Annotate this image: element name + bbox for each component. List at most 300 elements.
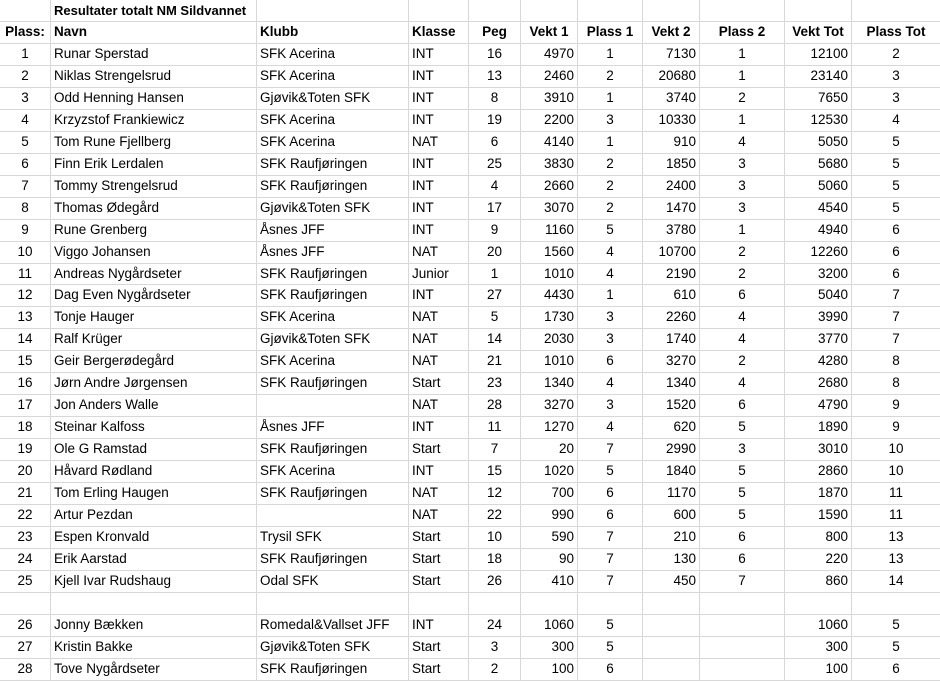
cell-plass[interactable]: 4 <box>21 111 29 127</box>
cell-peg[interactable]: 7 <box>490 441 499 457</box>
cell-peg[interactable]: 27 <box>486 287 503 303</box>
cell-plass2[interactable]: 1 <box>738 67 746 83</box>
cell-klubb[interactable]: SFK Acerina <box>260 463 336 479</box>
cell-vekt-tot[interactable] <box>785 592 851 614</box>
cell-vekt2[interactable]: 450 <box>673 572 696 588</box>
cell-klubb[interactable]: Åsnes JFF <box>260 221 325 237</box>
cell-klasse[interactable]: INT <box>412 221 434 237</box>
cell-vekt2[interactable]: 2260 <box>665 309 696 325</box>
cell-vekt2[interactable]: 2400 <box>665 177 696 193</box>
cell-klasse[interactable]: INT <box>412 463 434 479</box>
cell-plass2[interactable]: 6 <box>738 550 746 566</box>
cell-vekt2[interactable] <box>643 636 699 658</box>
cell-plass1[interactable]: 4 <box>606 375 614 391</box>
header-vekt1[interactable]: Vekt 1 <box>529 24 569 39</box>
cell-plass1[interactable]: 2 <box>606 155 614 171</box>
cell-peg[interactable]: 4 <box>490 177 499 193</box>
cell-vekt2[interactable] <box>643 614 699 636</box>
cell-vekt-tot[interactable]: 4940 <box>817 221 848 237</box>
cell-plass-tot[interactable]: 6 <box>892 265 900 281</box>
cell-klasse[interactable]: NAT <box>412 485 438 500</box>
cell-plass1[interactable]: 3 <box>606 111 614 127</box>
cell-plass[interactable]: 21 <box>17 485 33 500</box>
cell-navn[interactable]: Runar Sperstad <box>54 46 149 61</box>
cell-plass[interactable]: 13 <box>17 309 33 325</box>
cell-vekt-tot[interactable]: 2860 <box>817 463 848 479</box>
cell-klasse[interactable]: NAT <box>412 309 438 325</box>
cell-plass1[interactable]: 7 <box>606 550 614 566</box>
cell-peg[interactable]: 11 <box>487 419 502 435</box>
cell-plass2[interactable]: 2 <box>738 89 746 105</box>
cell-plass2[interactable]: 7 <box>738 572 746 588</box>
cell-plass1[interactable]: 4 <box>606 265 614 281</box>
cell-klubb[interactable] <box>257 592 408 614</box>
cell-peg[interactable]: 13 <box>486 67 503 83</box>
cell-plass[interactable]: 26 <box>17 616 33 632</box>
cell-vekt1[interactable]: 90 <box>558 550 574 566</box>
cell-plass[interactable]: 10 <box>17 243 33 259</box>
cell-plass1[interactable]: 6 <box>606 506 614 522</box>
cell-vekt2[interactable]: 1170 <box>666 485 696 500</box>
cell-klasse[interactable]: INT <box>412 177 434 193</box>
cell-vekt-tot[interactable]: 5050 <box>817 133 848 149</box>
cell-plass-tot[interactable]: 11 <box>888 485 903 500</box>
cell-vekt-tot[interactable]: 300 <box>825 638 848 654</box>
cell-peg[interactable]: 15 <box>486 463 503 479</box>
cell-plass2[interactable]: 2 <box>738 265 746 281</box>
cell-navn[interactable]: Viggo Johansen <box>54 243 151 259</box>
cell-navn[interactable]: Espen Kronvald <box>54 528 150 544</box>
cell-plass-tot[interactable]: 13 <box>888 550 904 566</box>
cell-plass-tot[interactable]: 3 <box>892 89 900 105</box>
cell-peg[interactable]: 18 <box>486 550 503 566</box>
cell-plass1[interactable]: 3 <box>606 309 614 325</box>
cell-vekt-tot[interactable]: 3770 <box>817 331 848 347</box>
cell-klasse[interactable]: NAT <box>412 397 438 413</box>
cell-klubb[interactable]: SFK Acerina <box>260 111 336 127</box>
cell-plass2[interactable]: 6 <box>738 528 746 544</box>
cell-vekt-tot[interactable]: 1890 <box>817 419 848 435</box>
cell-vekt-tot[interactable]: 2680 <box>817 375 848 391</box>
cell-peg[interactable]: 23 <box>486 375 503 391</box>
cell-vekt1[interactable]: 2030 <box>543 331 574 347</box>
cell-vekt-tot[interactable]: 3990 <box>817 309 848 325</box>
cell-plass-tot[interactable]: 4 <box>892 111 900 127</box>
cell-plass-tot[interactable]: 10 <box>888 441 904 457</box>
cell-klubb[interactable]: SFK Raufjøringen <box>260 155 368 171</box>
cell-vekt1[interactable]: 4140 <box>543 133 574 149</box>
cell-plass1[interactable]: 2 <box>606 67 614 83</box>
cell-plass1[interactable]: 4 <box>606 243 614 259</box>
cell-navn[interactable]: Tommy Strengelsrud <box>54 177 178 193</box>
cell-vekt-tot[interactable]: 4540 <box>817 199 848 215</box>
cell-klubb[interactable] <box>257 394 408 416</box>
cell-plass-tot[interactable] <box>852 592 940 614</box>
cell-klasse[interactable]: Start <box>412 550 441 566</box>
cell-plass2[interactable]: 4 <box>738 331 746 347</box>
cell-vekt2[interactable]: 10700 <box>658 243 696 259</box>
cell-vekt2[interactable]: 1340 <box>665 375 696 391</box>
cell-peg[interactable]: 14 <box>486 331 503 347</box>
cell-navn[interactable]: Jonny Bækken <box>54 616 144 632</box>
cell-plass[interactable]: 23 <box>17 528 33 544</box>
cell-navn[interactable]: Jon Anders Walle <box>54 397 159 413</box>
cell-navn[interactable] <box>51 592 256 614</box>
cell-plass-tot[interactable]: 7 <box>892 331 900 347</box>
cell-klasse[interactable]: INT <box>412 287 434 303</box>
cell-navn[interactable]: Tonje Hauger <box>54 309 135 325</box>
cell-plass2[interactable] <box>700 636 784 658</box>
cell-plass2[interactable]: 4 <box>738 133 746 149</box>
cell-vekt2[interactable] <box>643 592 699 614</box>
cell-klasse[interactable]: INT <box>412 616 434 632</box>
cell-vekt1[interactable]: 1160 <box>544 221 574 237</box>
cell-plass1[interactable] <box>578 592 642 614</box>
cell-klasse[interactable]: Junior <box>412 265 449 281</box>
cell-peg[interactable]: 3 <box>490 638 499 654</box>
cell-plass1[interactable]: 7 <box>606 528 614 544</box>
cell-plass-tot[interactable]: 7 <box>892 287 900 303</box>
cell-plass1[interactable]: 5 <box>606 221 614 237</box>
cell-plass1[interactable]: 1 <box>606 46 614 61</box>
cell-plass-tot[interactable]: 5 <box>892 199 900 215</box>
cell-navn[interactable]: Rune Grenberg <box>54 221 148 237</box>
cell-plass2[interactable]: 5 <box>738 419 746 435</box>
cell-plass-tot[interactable]: 2 <box>892 46 900 61</box>
cell-vekt1[interactable]: 4970 <box>543 46 574 61</box>
cell-klasse[interactable]: Start <box>412 528 441 544</box>
cell-plass[interactable]: 5 <box>21 133 29 149</box>
header-plass[interactable]: Plass: <box>5 24 45 39</box>
cell-klasse[interactable]: NAT <box>412 133 438 149</box>
cell-klasse[interactable]: NAT <box>412 331 438 347</box>
cell-vekt1[interactable]: 3270 <box>543 397 574 413</box>
cell-plass1[interactable]: 7 <box>606 572 614 588</box>
cell-plass-tot[interactable]: 11 <box>888 506 903 522</box>
cell-plass-tot[interactable]: 9 <box>892 397 900 413</box>
cell-plass-tot[interactable]: 8 <box>892 353 900 369</box>
cell-plass-tot[interactable]: 5 <box>892 616 900 632</box>
cell-navn[interactable]: Jørn Andre Jørgensen <box>54 375 188 391</box>
cell-plass2[interactable]: 3 <box>738 199 746 215</box>
cell-vekt2[interactable]: 2190 <box>665 265 696 281</box>
cell-navn[interactable]: Tove Nygårdseter <box>54 660 160 676</box>
cell-klubb[interactable]: Romedal&Vallset JFF <box>260 616 390 632</box>
cell-plass2[interactable]: 5 <box>738 506 746 522</box>
cell-vekt1[interactable]: 410 <box>551 572 574 588</box>
cell-plass[interactable]: 16 <box>17 375 33 391</box>
cell-klubb[interactable]: SFK Acerina <box>260 353 336 369</box>
cell-klubb[interactable]: SFK Raufjøringen <box>260 265 368 281</box>
header-plass1[interactable]: Plass 1 <box>586 24 634 39</box>
cell-vekt2[interactable]: 1740 <box>665 331 696 347</box>
cell-vekt1[interactable]: 2200 <box>543 111 574 127</box>
cell-peg[interactable]: 26 <box>486 572 503 588</box>
cell-navn[interactable]: Kristin Bakke <box>54 638 133 654</box>
cell-vekt2[interactable]: 2990 <box>665 441 696 457</box>
cell-klasse[interactable]: Start <box>412 375 441 391</box>
cell-vekt1[interactable]: 20 <box>558 441 574 457</box>
cell-klasse[interactable]: INT <box>412 46 434 61</box>
cell-vekt-tot[interactable]: 1870 <box>817 485 848 500</box>
cell-vekt-tot[interactable]: 3010 <box>817 441 848 457</box>
cell-plass-tot[interactable]: 7 <box>892 309 900 325</box>
cell-peg[interactable]: 5 <box>490 309 499 325</box>
cell-navn[interactable]: Geir Bergerødegård <box>54 353 175 369</box>
cell-vekt1[interactable]: 1730 <box>543 309 574 325</box>
cell-vekt-tot[interactable]: 3200 <box>817 265 848 281</box>
cell-vekt2[interactable]: 7130 <box>665 46 696 61</box>
cell-klubb[interactable]: Trysil SFK <box>260 528 322 544</box>
cell-plass[interactable]: 14 <box>17 331 33 347</box>
cell-plass1[interactable]: 2 <box>606 199 614 215</box>
cell-plass2[interactable]: 4 <box>738 375 746 391</box>
cell-plass-tot[interactable]: 9 <box>892 419 900 435</box>
cell-plass-tot[interactable]: 8 <box>892 375 900 391</box>
cell-navn[interactable]: Thomas Ødegård <box>54 199 160 215</box>
cell-klasse[interactable]: Start <box>412 572 441 588</box>
cell-vekt2[interactable]: 10330 <box>658 111 696 127</box>
cell-navn[interactable]: Dag Even Nygårdseter <box>54 287 191 303</box>
cell-vekt-tot[interactable]: 5060 <box>817 177 848 193</box>
cell-plass[interactable]: 27 <box>17 638 33 654</box>
cell-vekt-tot[interactable]: 4280 <box>817 353 848 369</box>
cell-peg[interactable]: 24 <box>486 616 503 632</box>
cell-klasse[interactable]: INT <box>412 111 434 127</box>
cell-klasse[interactable]: NAT <box>412 353 438 369</box>
cell-plass1[interactable]: 3 <box>606 397 614 413</box>
cell-plass2[interactable]: 3 <box>738 155 746 171</box>
cell-peg[interactable]: 17 <box>486 199 503 215</box>
cell-vekt1[interactable]: 4430 <box>543 287 574 303</box>
cell-plass2[interactable]: 3 <box>738 441 746 457</box>
cell-plass[interactable]: 1 <box>21 46 29 61</box>
cell-plass[interactable]: 15 <box>17 353 33 369</box>
cell-plass2[interactable]: 2 <box>738 353 746 369</box>
cell-peg[interactable]: 28 <box>486 397 503 413</box>
cell-vekt2[interactable]: 1520 <box>665 397 696 413</box>
cell-plass[interactable]: 18 <box>17 419 33 435</box>
cell-vekt-tot[interactable]: 800 <box>825 528 848 544</box>
cell-navn[interactable]: Artur Pezdan <box>54 506 133 522</box>
cell-plass2[interactable]: 4 <box>738 309 746 325</box>
cell-vekt-tot[interactable]: 100 <box>825 660 848 676</box>
cell-klubb[interactable]: Åsnes JFF <box>260 243 325 259</box>
cell-peg[interactable]: 21 <box>486 353 503 369</box>
cell-plass1[interactable]: 7 <box>606 441 614 457</box>
cell-vekt-tot[interactable]: 12260 <box>810 243 848 259</box>
cell-navn[interactable]: Ole G Ramstad <box>54 441 148 457</box>
cell-plass[interactable]: 9 <box>21 221 29 237</box>
cell-vekt2[interactable]: 610 <box>673 287 696 303</box>
cell-vekt1[interactable]: 2660 <box>543 177 574 193</box>
cell-plass2[interactable] <box>700 592 784 614</box>
cell-klubb[interactable]: Gjøvik&Toten SFK <box>260 638 371 654</box>
cell-vekt-tot[interactable]: 5680 <box>817 155 848 171</box>
cell-plass[interactable]: 12 <box>17 287 33 303</box>
cell-peg[interactable]: 25 <box>486 155 503 171</box>
cell-plass2[interactable] <box>700 614 784 636</box>
header-klasse[interactable]: Klasse <box>412 24 456 39</box>
cell-plass1[interactable]: 4 <box>606 419 614 435</box>
cell-plass2[interactable]: 6 <box>738 397 746 413</box>
cell-plass1[interactable]: 6 <box>606 353 614 369</box>
cell-peg[interactable]: 2 <box>490 660 499 676</box>
cell-peg[interactable]: 12 <box>486 485 503 500</box>
cell-vekt-tot[interactable]: 23140 <box>810 67 848 83</box>
cell-klubb[interactable]: SFK Raufjøringen <box>260 287 368 303</box>
cell-vekt1[interactable]: 3070 <box>543 199 574 215</box>
cell-vekt-tot[interactable]: 1060 <box>817 616 848 632</box>
cell-navn[interactable]: Kjell Ivar Rudshaug <box>54 572 172 588</box>
cell-plass2[interactable]: 3 <box>738 177 746 193</box>
header-vekt2[interactable]: Vekt 2 <box>651 24 691 39</box>
cell-klubb[interactable]: SFK Raufjøringen <box>260 550 368 566</box>
cell-plass[interactable]: 2 <box>21 67 29 83</box>
header-plass2[interactable]: Plass 2 <box>718 24 766 39</box>
cell-plass[interactable]: 11 <box>17 265 32 281</box>
cell-vekt2[interactable]: 20680 <box>658 67 696 83</box>
cell-vekt1[interactable]: 2460 <box>543 67 574 83</box>
cell-peg[interactable]: 19 <box>486 111 503 127</box>
cell-klubb[interactable]: SFK Raufjøringen <box>260 177 368 193</box>
cell-plass-tot[interactable]: 5 <box>892 638 900 654</box>
cell-klubb[interactable]: SFK Raufjøringen <box>260 660 368 676</box>
cell-klubb[interactable] <box>257 504 408 526</box>
cell-vekt1[interactable]: 3830 <box>543 155 574 171</box>
cell-peg[interactable]: 22 <box>486 506 503 522</box>
cell-vekt-tot[interactable]: 1590 <box>817 506 848 522</box>
cell-plass[interactable]: 28 <box>17 660 33 676</box>
cell-plass[interactable]: 7 <box>21 177 29 193</box>
cell-plass1[interactable]: 3 <box>606 331 614 347</box>
cell-navn[interactable]: Krzyzstof Frankiewicz <box>54 111 185 127</box>
cell-klasse[interactable]: INT <box>412 419 434 435</box>
cell-vekt1[interactable]: 3910 <box>543 89 574 105</box>
cell-klubb[interactable]: SFK Acerina <box>260 46 336 61</box>
cell-plass[interactable]: 6 <box>21 155 29 171</box>
cell-vekt1[interactable]: 590 <box>551 528 574 544</box>
cell-vekt1[interactable]: 1340 <box>543 375 574 391</box>
cell-klubb[interactable]: Gjøvik&Toten SFK <box>260 331 371 347</box>
cell-plass-tot[interactable]: 14 <box>888 572 904 588</box>
cell-vekt2[interactable]: 130 <box>673 550 696 566</box>
cell-plass-tot[interactable]: 6 <box>892 243 900 259</box>
cell-plass1[interactable]: 6 <box>606 485 614 500</box>
cell-plass[interactable]: 22 <box>17 506 33 522</box>
cell-plass-tot[interactable]: 5 <box>892 155 900 171</box>
cell-navn[interactable]: Odd Henning Hansen <box>54 89 184 105</box>
cell-vekt1[interactable]: 1270 <box>543 419 574 435</box>
cell-klubb[interactable]: SFK Acerina <box>260 309 336 325</box>
cell-plass-tot[interactable]: 6 <box>892 660 900 676</box>
cell-plass[interactable]: 25 <box>17 572 33 588</box>
cell-vekt-tot[interactable]: 12530 <box>810 111 848 127</box>
cell-vekt1[interactable]: 300 <box>551 638 574 654</box>
cell-klubb[interactable]: Odal SFK <box>260 572 319 588</box>
cell-vekt-tot[interactable]: 7650 <box>817 89 848 105</box>
cell-klubb[interactable]: Gjøvik&Toten SFK <box>260 89 371 105</box>
cell-plass1[interactable]: 1 <box>606 287 614 303</box>
cell-vekt-tot[interactable]: 12100 <box>810 46 848 61</box>
cell-navn[interactable]: Tom Rune Fjellberg <box>54 133 172 149</box>
cell-vekt2[interactable]: 1850 <box>665 155 696 171</box>
cell-plass1[interactable]: 6 <box>606 660 614 676</box>
cell-vekt1[interactable]: 100 <box>551 660 574 676</box>
cell-klasse[interactable]: INT <box>412 89 434 105</box>
cell-navn[interactable]: Håvard Rødland <box>54 463 153 479</box>
cell-plass2[interactable]: 2 <box>738 243 746 259</box>
cell-klubb[interactable]: Åsnes JFF <box>260 419 325 435</box>
cell-peg[interactable]: 20 <box>486 243 503 259</box>
cell-navn[interactable]: Finn Erik Lerdalen <box>54 155 164 171</box>
cell-plass2[interactable]: 5 <box>738 485 746 500</box>
cell-klubb[interactable]: SFK Raufjøringen <box>260 441 368 457</box>
cell-vekt1[interactable]: 700 <box>551 485 574 500</box>
cell-plass2[interactable]: 1 <box>738 46 746 61</box>
cell-klasse[interactable]: Start <box>412 660 441 676</box>
cell-plass[interactable]: 17 <box>17 397 33 413</box>
cell-vekt2[interactable]: 620 <box>673 419 696 435</box>
cell-navn[interactable]: Andreas Nygårdseter <box>54 265 182 281</box>
cell-peg[interactable]: 1 <box>490 265 499 281</box>
cell-plass1[interactable]: 5 <box>606 638 614 654</box>
cell-vekt-tot[interactable]: 5040 <box>817 287 848 303</box>
cell-plass[interactable] <box>0 592 50 614</box>
cell-plass[interactable]: 8 <box>21 199 29 215</box>
cell-vekt1[interactable]: 990 <box>551 506 574 522</box>
cell-peg[interactable]: 16 <box>486 46 503 61</box>
cell-peg[interactable]: 6 <box>490 133 499 149</box>
cell-peg[interactable]: 8 <box>490 89 499 105</box>
cell-plass-tot[interactable]: 5 <box>892 133 900 149</box>
cell-vekt1[interactable]: 1010 <box>543 265 574 281</box>
cell-peg[interactable]: 9 <box>490 221 499 237</box>
cell-plass[interactable]: 19 <box>17 441 33 457</box>
cell-vekt2[interactable] <box>643 658 699 680</box>
cell-vekt2[interactable]: 3270 <box>665 353 696 369</box>
header-plass-tot[interactable]: Plass Tot <box>866 24 926 39</box>
cell-plass1[interactable]: 5 <box>606 616 614 632</box>
cell-klasse[interactable]: Start <box>412 441 441 457</box>
cell-klasse[interactable] <box>409 592 468 614</box>
cell-plass-tot[interactable]: 6 <box>892 221 900 237</box>
cell-navn[interactable]: Ralf Krüger <box>54 331 123 347</box>
cell-vekt2[interactable]: 1470 <box>665 199 696 215</box>
cell-plass[interactable]: 24 <box>17 550 33 566</box>
cell-vekt-tot[interactable]: 4790 <box>817 397 848 413</box>
cell-plass-tot[interactable]: 13 <box>888 528 904 544</box>
cell-vekt2[interactable]: 1840 <box>665 463 696 479</box>
cell-klubb[interactable]: SFK Acerina <box>260 133 336 149</box>
cell-navn[interactable]: Niklas Strengelsrud <box>54 67 172 83</box>
cell-plass2[interactable]: 1 <box>738 111 746 127</box>
cell-vekt-tot[interactable]: 220 <box>825 550 848 566</box>
cell-vekt2[interactable]: 3740 <box>665 89 696 105</box>
cell-plass1[interactable]: 1 <box>606 133 614 149</box>
cell-peg[interactable] <box>469 592 520 614</box>
cell-plass-tot[interactable]: 3 <box>892 67 900 83</box>
cell-vekt2[interactable]: 210 <box>673 528 696 544</box>
header-vekt-tot[interactable]: Vekt Tot <box>792 24 844 39</box>
cell-plass2[interactable]: 5 <box>738 463 746 479</box>
cell-plass[interactable]: 3 <box>21 89 29 105</box>
cell-plass1[interactable]: 2 <box>606 177 614 193</box>
cell-plass-tot[interactable]: 10 <box>888 463 904 479</box>
cell-plass-tot[interactable]: 5 <box>892 177 900 193</box>
cell-plass2[interactable] <box>700 658 784 680</box>
cell-plass2[interactable]: 6 <box>738 287 746 303</box>
